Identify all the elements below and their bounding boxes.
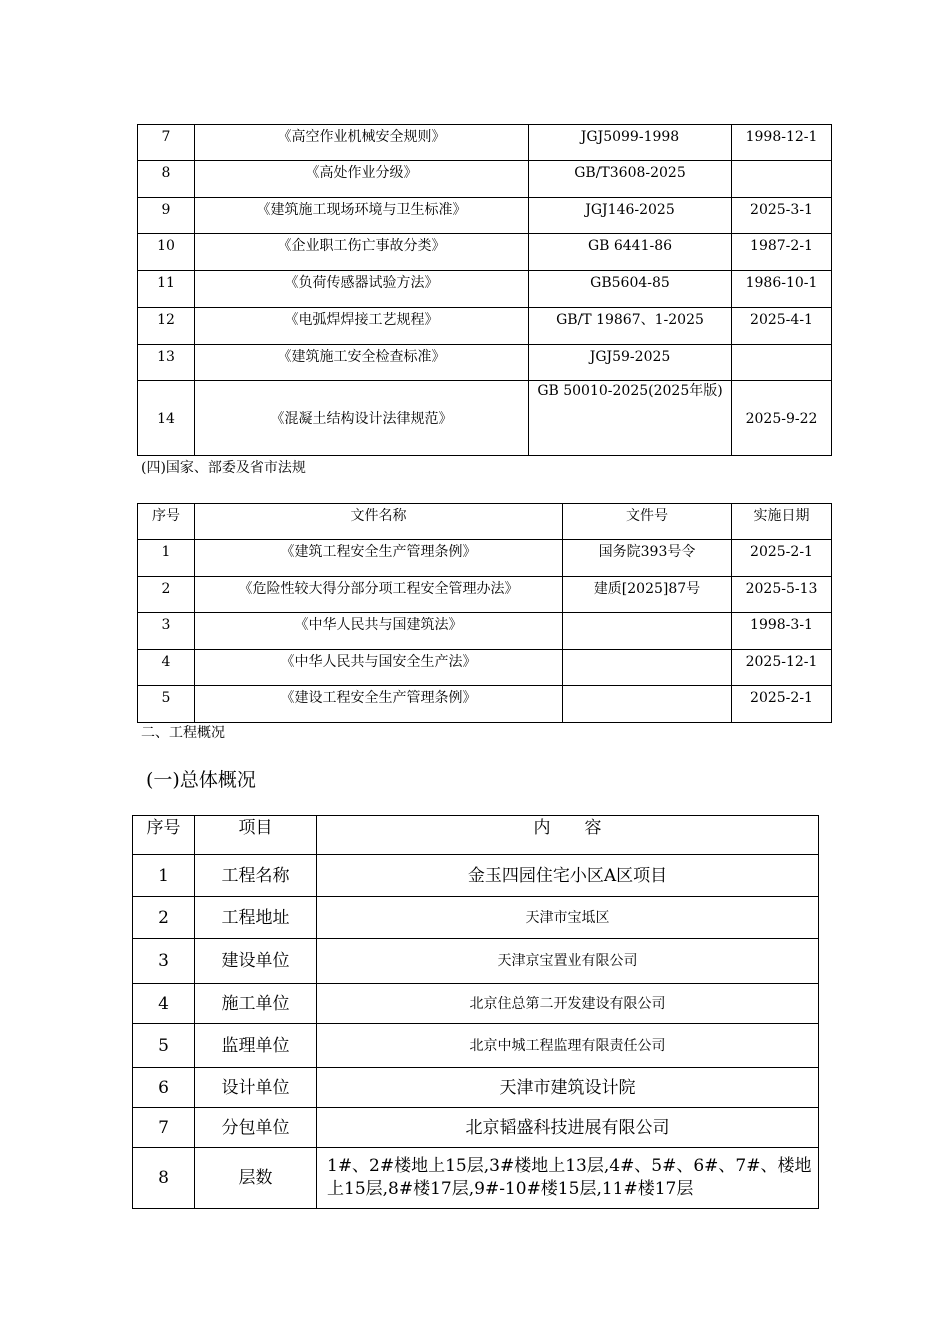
row-name: 《负荷传感器试验方法》 xyxy=(195,271,529,308)
row-code: JGJ146-2025 xyxy=(529,198,732,234)
table-row xyxy=(138,271,832,308)
chapter-title: 二、工程概况 xyxy=(141,725,225,741)
row-item: 建设单位 xyxy=(195,939,317,984)
table-row xyxy=(133,1024,819,1068)
row-name: 《高空作业机械安全规则》 xyxy=(195,125,529,161)
row-item: 工程名称 xyxy=(195,855,317,897)
row-date: 1998-3-1 xyxy=(732,613,832,650)
row-code: GB/T 19867、1-2025 xyxy=(529,308,732,345)
row-date: 2025-12-1 xyxy=(732,650,832,686)
row-date xyxy=(732,161,832,198)
table-row xyxy=(133,1148,819,1209)
row-content: 金玉四园住宅小区A区项目 xyxy=(317,855,819,897)
row-name: 《建筑工程安全生产管理条例》 xyxy=(195,540,563,577)
overview-table xyxy=(132,815,819,1209)
header-name: 文件名称 xyxy=(195,504,563,540)
row-content: 北京住总第二开发建设有限公司 xyxy=(317,984,819,1024)
header-no: 序号 xyxy=(138,504,195,540)
row-code: 建质[2025]87号 xyxy=(563,577,732,613)
header-date: 实施日期 xyxy=(732,504,832,540)
row-no: 12 xyxy=(138,308,195,345)
row-no: 9 xyxy=(138,198,195,234)
table-row xyxy=(138,125,832,161)
row-code xyxy=(563,650,732,686)
table-row xyxy=(133,984,819,1024)
table-row xyxy=(138,686,832,723)
table-row xyxy=(133,855,819,897)
row-content: 天津市建筑设计院 xyxy=(317,1068,819,1108)
row-date: 1998-12-1 xyxy=(732,125,832,161)
table-row xyxy=(133,939,819,984)
row-item: 监理单位 xyxy=(195,1024,317,1068)
row-code xyxy=(563,686,732,723)
row-no: 3 xyxy=(133,939,195,984)
table-row xyxy=(138,308,832,345)
row-date: 2025-9-22 xyxy=(732,381,832,456)
row-no: 1 xyxy=(138,540,195,577)
row-name: 《混凝土结构设计法律规范》 xyxy=(195,381,529,456)
row-item: 分包单位 xyxy=(195,1108,317,1148)
table-row xyxy=(138,540,832,577)
standards-table xyxy=(137,124,832,456)
row-item: 层数 xyxy=(195,1148,317,1209)
row-no: 3 xyxy=(138,613,195,650)
row-code: GB5604-85 xyxy=(529,271,732,308)
row-content: 北京韬盛科技进展有限公司 xyxy=(317,1108,819,1148)
row-code: GB/T3608-2025 xyxy=(529,161,732,198)
table-row xyxy=(138,345,832,381)
header-no: 序号 xyxy=(133,816,195,855)
row-no: 4 xyxy=(133,984,195,1024)
row-name: 《建筑施工安全检查标准》 xyxy=(195,345,529,381)
row-date: 1987-2-1 xyxy=(732,234,832,271)
row-content: 天津京宝置业有限公司 xyxy=(317,939,819,984)
table-row xyxy=(138,198,832,234)
row-no: 10 xyxy=(138,234,195,271)
header-item: 项目 xyxy=(195,816,317,855)
row-code: JGJ5099-1998 xyxy=(529,125,732,161)
table-row xyxy=(138,161,832,198)
regulations-table xyxy=(137,503,832,723)
row-name: 《建筑施工现场环境与卫生标准》 xyxy=(195,198,529,234)
table-row xyxy=(133,1108,819,1148)
row-item: 设计单位 xyxy=(195,1068,317,1108)
table-row xyxy=(133,897,819,939)
row-no: 2 xyxy=(133,897,195,939)
row-item: 工程地址 xyxy=(195,897,317,939)
table-row xyxy=(138,650,832,686)
row-no: 11 xyxy=(138,271,195,308)
row-name: 《建设工程安全生产管理条例》 xyxy=(195,686,563,723)
row-name: 《高处作业分级》 xyxy=(195,161,529,198)
row-no: 5 xyxy=(133,1024,195,1068)
row-code: JGJ59-2025 xyxy=(529,345,732,381)
header-code: 文件号 xyxy=(563,504,732,540)
row-no: 13 xyxy=(138,345,195,381)
row-date xyxy=(732,345,832,381)
table-header-row xyxy=(133,816,819,855)
table-row xyxy=(138,577,832,613)
row-name: 《中华人民共与国建筑法》 xyxy=(195,613,563,650)
row-content: 天津市宝坻区 xyxy=(317,897,819,939)
row-no: 4 xyxy=(138,650,195,686)
row-no: 5 xyxy=(138,686,195,723)
row-name: 《中华人民共与国安全生产法》 xyxy=(195,650,563,686)
row-name: 《电弧焊焊接工艺规程》 xyxy=(195,308,529,345)
row-name: 《企业职工伤亡事故分类》 xyxy=(195,234,529,271)
row-date: 2025-3-1 xyxy=(732,198,832,234)
row-no: 14 xyxy=(138,381,195,456)
row-date: 2025-5-13 xyxy=(732,577,832,613)
header-content: 内 容 xyxy=(317,816,819,855)
row-no: 6 xyxy=(133,1068,195,1108)
row-code: 国务院393号令 xyxy=(563,540,732,577)
row-date: 2025-2-1 xyxy=(732,686,832,723)
row-code: GB 6441-86 xyxy=(529,234,732,271)
row-no: 8 xyxy=(133,1148,195,1209)
row-date: 2025-4-1 xyxy=(732,308,832,345)
table-row xyxy=(138,381,832,456)
row-code xyxy=(563,613,732,650)
section-title: (四)国家、部委及省市法规 xyxy=(141,460,306,476)
row-no: 7 xyxy=(133,1108,195,1148)
row-item: 施工单位 xyxy=(195,984,317,1024)
row-date: 2025-2-1 xyxy=(732,540,832,577)
table-header-row xyxy=(138,504,832,540)
row-no: 7 xyxy=(138,125,195,161)
table-row xyxy=(138,234,832,271)
row-date: 1986-10-1 xyxy=(732,271,832,308)
table-row xyxy=(138,613,832,650)
overview-heading: (一)总体概况 xyxy=(146,769,256,791)
row-no: 1 xyxy=(133,855,195,897)
row-content: 1#、2#楼地上15层,3#楼地上13层,4#、5#、6#、7#、楼地上15层,8#楼17层,9#-10#楼15层,11#楼17层 xyxy=(317,1148,819,1209)
row-no: 8 xyxy=(138,161,195,198)
row-code: GB 50010-2025(2025年版) xyxy=(529,381,732,456)
table-row xyxy=(133,1068,819,1108)
row-content: 北京中城工程监理有限责任公司 xyxy=(317,1024,819,1068)
row-name: 《危险性较大得分部分项工程安全管理办法》 xyxy=(195,577,563,613)
row-no: 2 xyxy=(138,577,195,613)
